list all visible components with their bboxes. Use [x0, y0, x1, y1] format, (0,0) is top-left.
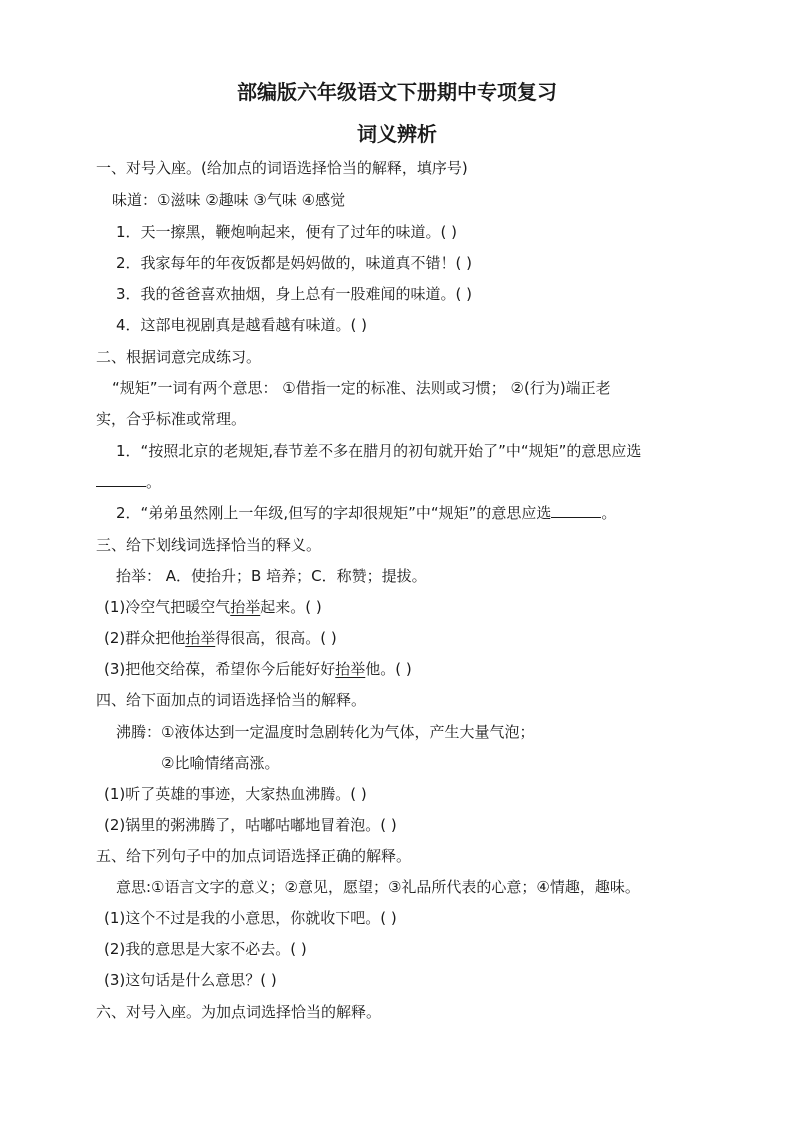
section-1-heading: 一、对号入座。(给加点的词语选择恰当的解释，填序号): [96, 159, 468, 177]
section-1-question-4: 4．这部电视剧真是越看越有味道。( ): [116, 316, 368, 334]
section-1-question-1: 1．天一擦黑，鞭炮响起来，便有了过年的味道。( ): [116, 223, 458, 241]
section-6-heading: 六、对号入座。为加点词选择恰当的解释。: [96, 1003, 382, 1021]
answer-blank[interactable]: [96, 472, 146, 487]
underlined-word: 抬举: [185, 629, 216, 647]
section-2-definition-line-2: 实，合乎标准或常理。: [96, 410, 247, 428]
document-subtitle: 词义辨析: [357, 122, 437, 146]
section-2-question-1: 1．“按照北京的老规矩,春节差不多在腊月的初旬就开始了”中“规矩”的意思应选: [116, 442, 642, 460]
section-5-question-3: (3)这句话是什么意思？( ): [104, 971, 277, 989]
section-3-options: 抬举： A．使抬升；B 培养；C．称赞；提拔。: [116, 567, 427, 585]
section-5-question-1: (1)这个不过是我的小意思，你就收下吧。( ): [104, 909, 397, 927]
section-1-options: 味道：①滋味 ②趣味 ③气味 ④感觉: [112, 191, 346, 209]
section-4-question-2: (2)锅里的粥沸腾了，咕嘟咕嘟地冒着泡。( ): [104, 816, 397, 834]
section-1-question-2: 2．我家每年的年夜饭都是妈妈做的，味道真不错！( ): [116, 254, 473, 272]
section-4-definition-1: 沸腾：①液体达到一定温度时急剧转化为气体，产生大量气泡；: [116, 723, 535, 741]
underlined-word: 抬举: [230, 598, 261, 616]
document-title: 部编版六年级语文下册期中专项复习: [237, 80, 557, 104]
section-2-definition-line-1: “规矩”一词有两个意思： ①借指一定的标准、法则或习惯； ②(行为)端正老: [112, 379, 611, 397]
section-5-question-2: (2)我的意思是大家不必去。( ): [104, 940, 307, 958]
section-2-question-1-answer: 。: [96, 472, 161, 492]
section-3-question-2: (2)群众把他抬举得很高，很高。( ): [104, 629, 337, 647]
section-4-question-1: (1)听了英雄的事迹，大家热血沸腾。( ): [104, 785, 367, 803]
section-3-question-3: (3)把他交给葆，希望你今后能好好抬举他。( ): [104, 660, 412, 678]
section-2-question-2: 2．“弟弟虽然刚上一年级,但写的字却很规矩”中“规矩”的意思应选 。: [116, 504, 617, 522]
section-2-heading: 二、根据词意完成练习。: [96, 348, 262, 366]
section-4-definition-2: ②比喻情绪高涨。: [161, 754, 280, 772]
answer-blank[interactable]: [551, 503, 601, 518]
section-5-definition: 意思:①语言文字的意义；②意见，愿望；③礼品所代表的心意；④情趣，趣味。: [116, 878, 640, 896]
section-3-question-1: (1)冷空气把暖空气抬举起来。( ): [104, 598, 322, 616]
underlined-word: 抬举: [335, 660, 366, 678]
section-4-heading: 四、给下面加点的词语选择恰当的解释。: [96, 691, 367, 709]
section-5-heading: 五、给下列句子中的加点词语选择正确的解释。: [96, 847, 412, 865]
section-1-question-3: 3．我的爸爸喜欢抽烟，身上总有一股难闻的味道。( ): [116, 285, 473, 303]
section-3-heading: 三、给下划线词选择恰当的释义。: [96, 536, 322, 554]
